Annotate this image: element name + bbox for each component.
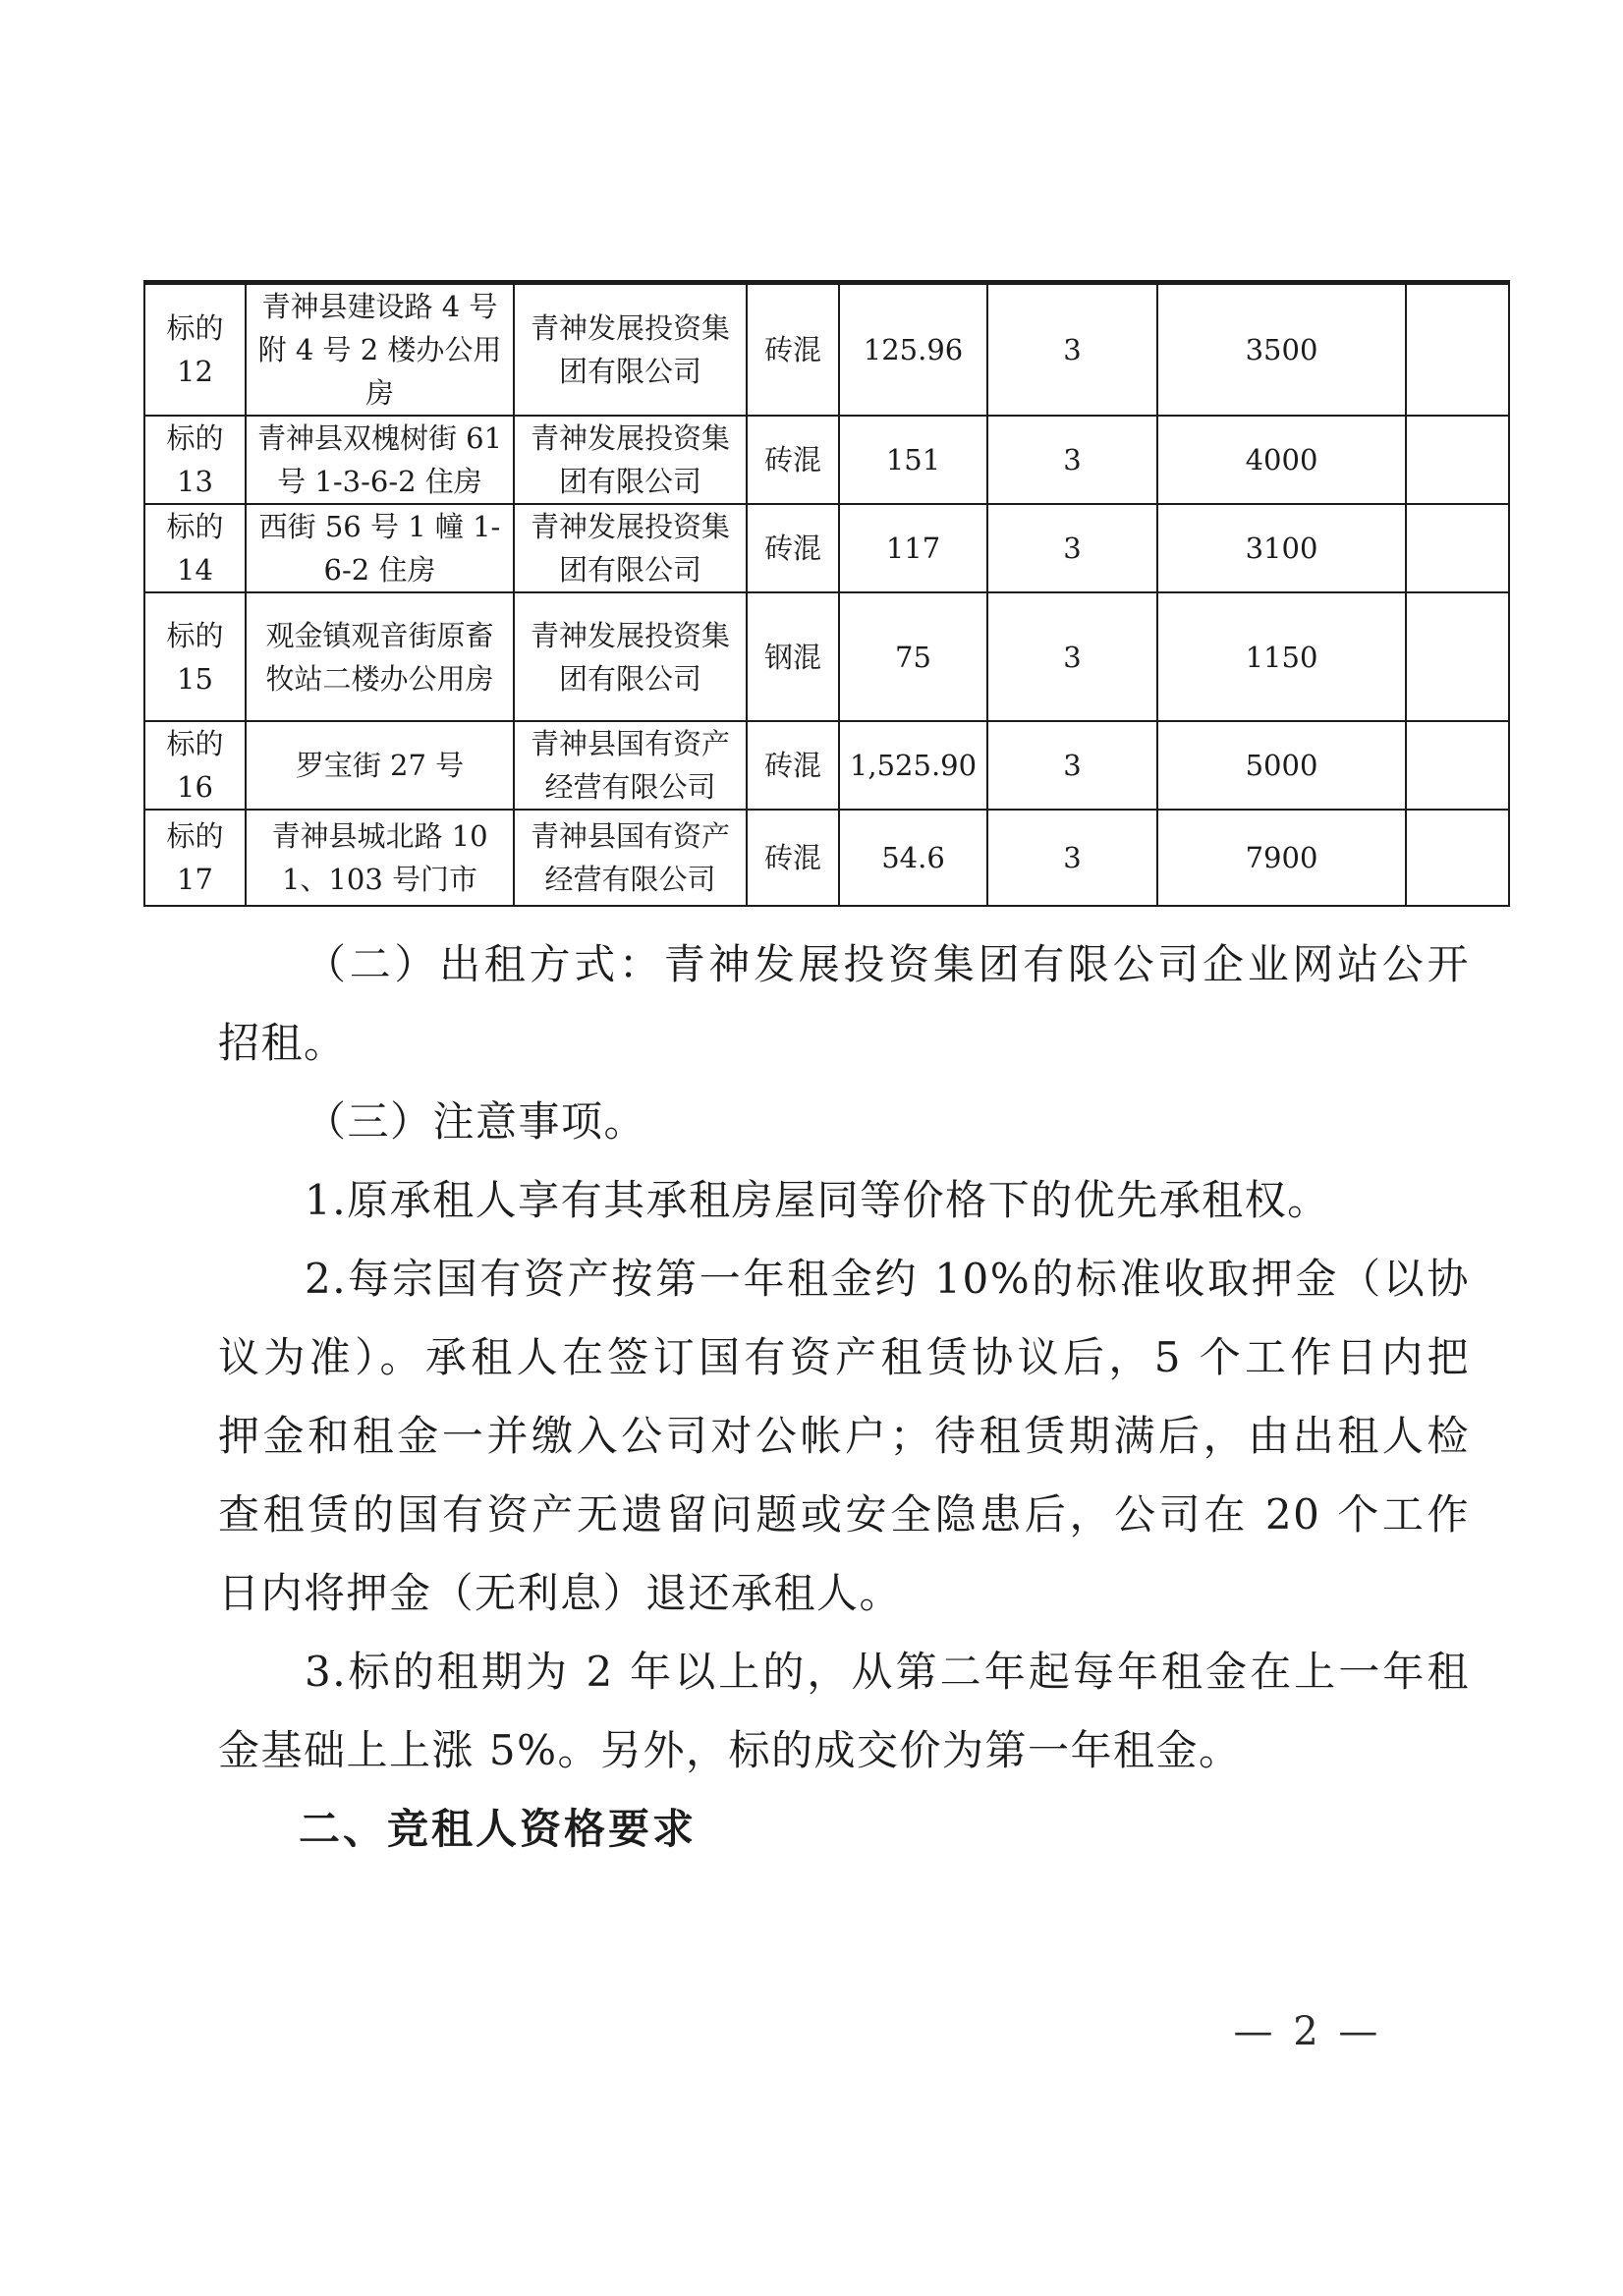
paragraph [218, 925, 1470, 1083]
body-text [218, 925, 1470, 1869]
paragraph [218, 1633, 1470, 1790]
heading-line: 二、竞租人资格要求 [299, 1806, 698, 1852]
table-row [144, 416, 1509, 504]
cell-rent: 1150 [1157, 592, 1406, 721]
cell-lot [144, 810, 246, 906]
text-line: 议为准）。承租人在签订国有资产租赁协议后，5 个工作日内把 [218, 1333, 1470, 1381]
lot-number: 14 [177, 553, 213, 587]
cell-note [1406, 810, 1509, 906]
table-row [144, 504, 1509, 592]
cell-structure: 砖混 [747, 504, 839, 592]
text-line: 日内将押金（无利息）退还承租人。 [218, 1569, 903, 1617]
table-row [144, 592, 1509, 721]
cell-address: 青神县建设路 4 号附 4 号 2 楼办公用房 [246, 283, 514, 417]
cell-structure: 砖混 [747, 416, 839, 504]
lot-number: 13 [177, 465, 213, 498]
cell-owner: 青神发展投资集团有限公司 [514, 283, 747, 417]
cell-term: 3 [987, 810, 1157, 906]
text-line: 金基础上上涨 5%。另外，标的成交价为第一年租金。 [218, 1726, 1242, 1774]
lot-label: 标的 [166, 510, 224, 543]
cell-note [1406, 721, 1509, 810]
text-line: 押金和租金一并缴入公司对公帐户；待租赁期满后，由出租人检 [218, 1412, 1470, 1460]
cell-term: 3 [987, 416, 1157, 504]
cell-rent: 3100 [1157, 504, 1406, 592]
text-line: 3.标的租期为 2 年以上的，从第二年起每年租金在上一年租 [305, 1648, 1470, 1696]
cell-area: 1,525.90 [839, 721, 987, 810]
cell-rent: 7900 [1157, 810, 1406, 906]
table-row [144, 283, 1509, 417]
cell-lot [144, 721, 246, 810]
cell-note [1406, 592, 1509, 721]
lot-number: 15 [177, 661, 213, 696]
cell-owner: 青神县国有资产经营有限公司 [514, 810, 747, 906]
section-heading [218, 1790, 1470, 1869]
text-line: （三）注意事项。 [305, 1097, 647, 1146]
lot-label: 标的 [166, 819, 224, 853]
cell-area: 54.6 [839, 810, 987, 906]
cell-note [1406, 283, 1509, 417]
text-line: 查租赁的国有资产无遗留问题或安全隐患后，公司在 20 个工作 [218, 1490, 1470, 1539]
lot-label: 标的 [166, 618, 224, 652]
cell-area: 75 [839, 592, 987, 721]
cell-term: 3 [987, 592, 1157, 721]
cell-term: 3 [987, 283, 1157, 417]
paragraph [218, 1240, 1470, 1633]
lot-number: 12 [177, 355, 213, 388]
lot-label: 标的 [166, 421, 224, 455]
table-row [144, 810, 1509, 906]
table-row [144, 721, 1509, 810]
cell-note [1406, 416, 1509, 504]
cell-owner: 青神发展投资集团有限公司 [514, 592, 747, 721]
lot-number: 16 [177, 770, 213, 804]
paragraph [218, 1083, 1470, 1161]
cell-lot [144, 592, 246, 721]
lot-label: 标的 [166, 727, 224, 760]
cell-address: 观金镇观音街原畜牧站二楼办公用房 [246, 592, 514, 721]
cell-area: 151 [839, 416, 987, 504]
lot-label: 标的 [166, 311, 224, 345]
cell-rent: 4000 [1157, 416, 1406, 504]
cell-lot [144, 416, 246, 504]
paragraph [218, 1161, 1470, 1240]
cell-address: 罗宝街 27 号 [246, 721, 514, 810]
cell-structure: 砖混 [747, 810, 839, 906]
lot-number: 17 [177, 863, 213, 896]
cell-term: 3 [987, 721, 1157, 810]
rental-assets-table [143, 280, 1510, 907]
page-number: — 2 — [1233, 2009, 1382, 2054]
cell-owner: 青神县国有资产经营有限公司 [514, 721, 747, 810]
cell-lot [144, 504, 246, 592]
cell-rent: 5000 [1157, 721, 1406, 810]
cell-structure: 砖混 [747, 721, 839, 810]
cell-structure: 钢混 [747, 592, 839, 721]
cell-address: 西街 56 号 1 幢 1-6-2 住房 [246, 504, 514, 592]
cell-note [1406, 504, 1509, 592]
text-line: 2.每宗国有资产按第一年租金约 10%的标准收取押金（以协 [305, 1255, 1470, 1303]
cell-term: 3 [987, 504, 1157, 592]
cell-rent: 3500 [1157, 283, 1406, 417]
cell-owner: 青神发展投资集团有限公司 [514, 416, 747, 504]
text-line: 招租。 [218, 1019, 347, 1067]
cell-lot [144, 283, 246, 417]
cell-structure: 砖混 [747, 283, 839, 417]
cell-area: 117 [839, 504, 987, 592]
text-line: 1.原承租人享有其承租房屋同等价格下的优先承租权。 [305, 1176, 1330, 1224]
text-line: （二）出租方式：青神发展投资集团有限公司企业网站公开 [305, 940, 1470, 988]
cell-owner: 青神发展投资集团有限公司 [514, 504, 747, 592]
table-body [144, 283, 1509, 907]
cell-address: 青神县城北路 101、103 号门市 [246, 810, 514, 906]
cell-address: 青神县双槐树街 61 号 1-3-6-2 住房 [246, 416, 514, 504]
cell-area: 125.96 [839, 283, 987, 417]
